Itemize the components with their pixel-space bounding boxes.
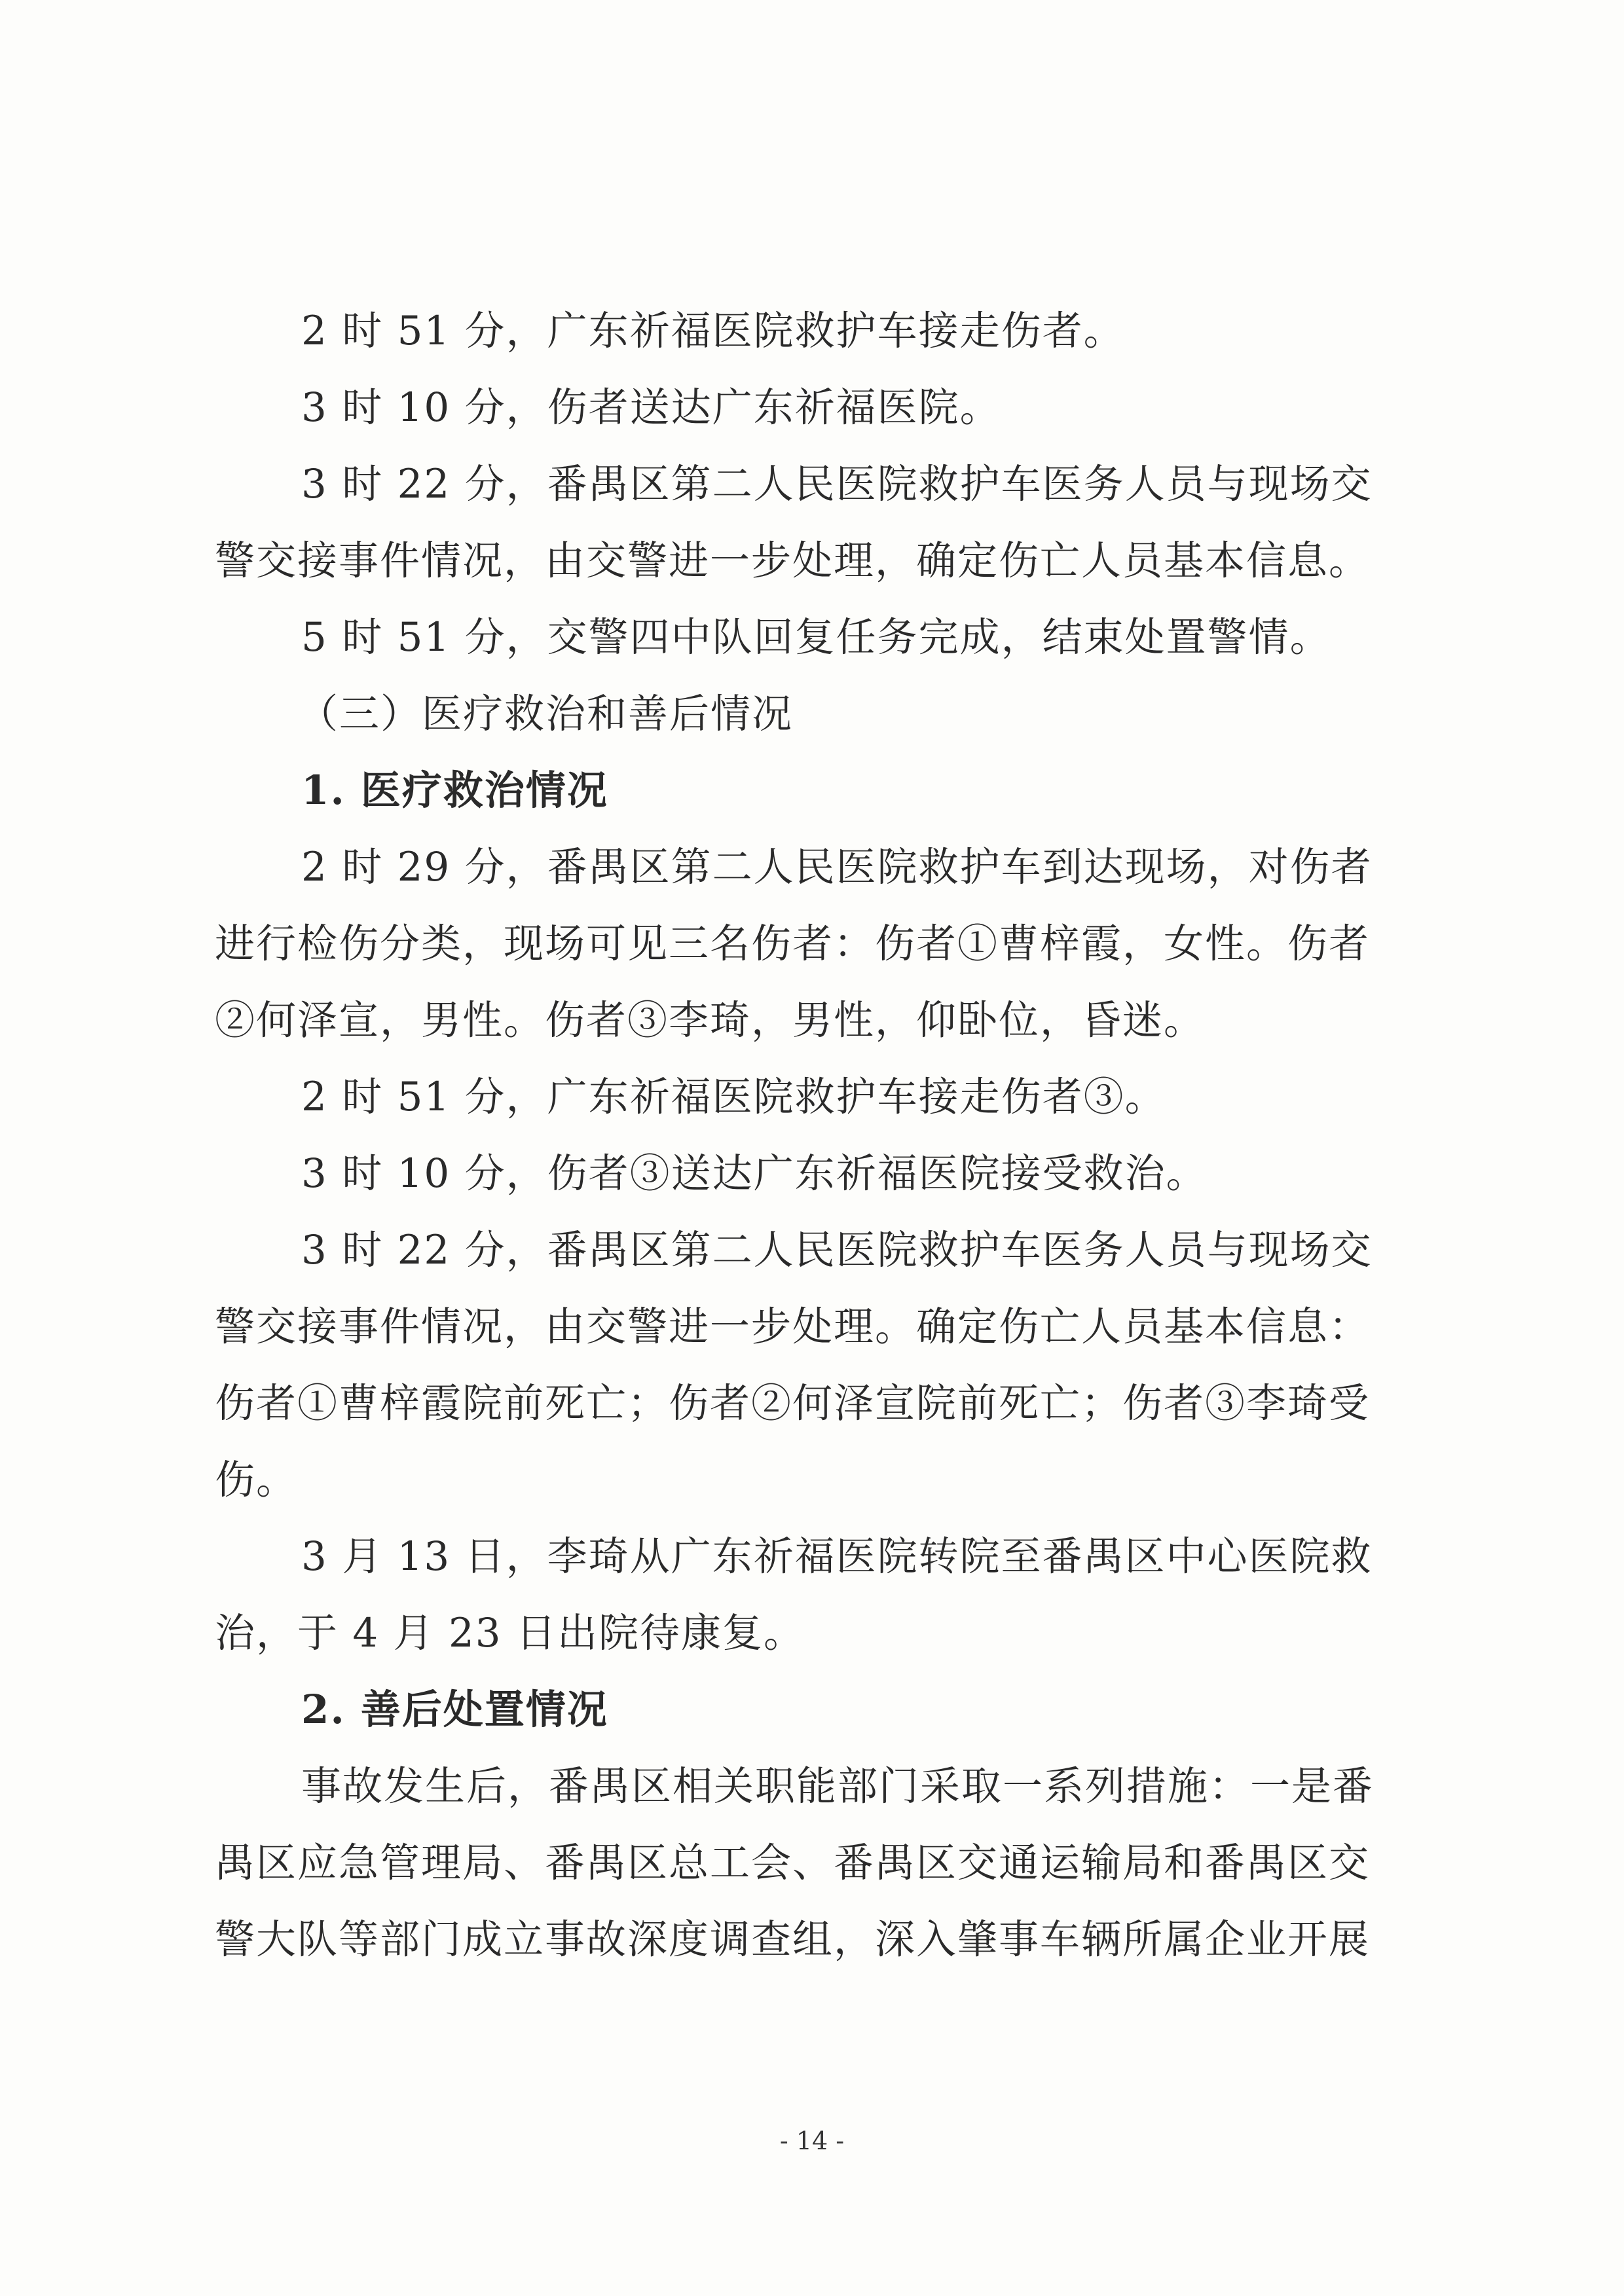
- paragraph-line: 3 时 10 分，伤者③送达广东祈福医院接受救治。: [301, 1150, 1208, 1197]
- paragraph-line: ②何泽宣，男性。伤者③李琦，男性，仰卧位，昏迷。: [215, 997, 1206, 1044]
- paragraph-line: 伤。: [215, 1457, 298, 1503]
- page-number: - 14 -: [779, 2126, 845, 2155]
- paragraph-line: 3 时 10 分，伤者送达广东祈福医院。: [301, 384, 1001, 431]
- paragraph-line: 3 时 22 分，番禺区第二人民医院救护车医务人员与现场交: [301, 1227, 1373, 1273]
- paragraph-line: 事故发生后，番禺区相关职能部门采取一系列措施：一是番: [301, 1763, 1375, 1810]
- paragraph-line: 禺区应急管理局、番禺区总工会、番禺区交通运输局和番禺区交: [215, 1840, 1371, 1886]
- subsection-heading: 1. 医疗救治情况: [301, 767, 608, 814]
- section-heading: （三）医疗救治和善后情况: [298, 691, 794, 737]
- paragraph-line: 进行检伤分类，现场可见三名伤者：伤者①曹梓霞，女性。伤者: [215, 920, 1371, 967]
- paragraph-line: 2 时 51 分，广东祈福医院救护车接走伤者③。: [301, 1074, 1166, 1120]
- paragraph-line: 警大队等部门成立事故深度调查组，深入肇事车辆所属企业开展: [215, 1916, 1371, 1963]
- paragraph-line: 2 时 51 分，广东祈福医院救护车接走伤者。: [301, 308, 1125, 354]
- subsection-heading: 2. 善后处置情况: [301, 1686, 608, 1733]
- paragraph-line: 警交接事件情况，由交警进一步处理，确定伤亡人员基本信息。: [215, 538, 1371, 584]
- paragraph-line: 3 时 22 分，番禺区第二人民医院救护车医务人员与现场交: [301, 461, 1373, 507]
- paragraph-line: 伤者①曹梓霞院前死亡；伤者②何泽宣院前死亡；伤者③李琦受: [215, 1380, 1371, 1427]
- paragraph-line: 2 时 29 分，番禺区第二人民医院救护车到达现场，对伤者: [301, 844, 1373, 890]
- paragraph-line: 警交接事件情况，由交警进一步处理。确定伤亡人员基本信息：: [215, 1303, 1371, 1350]
- paragraph-line: 治，于 4 月 23 日出院待康复。: [215, 1610, 805, 1656]
- paragraph-line: 5 时 51 分，交警四中队回复任务完成，结束处置警情。: [301, 614, 1331, 661]
- paragraph-line: 3 月 13 日，李琦从广东祈福医院转院至番禺区中心医院救: [301, 1533, 1373, 1580]
